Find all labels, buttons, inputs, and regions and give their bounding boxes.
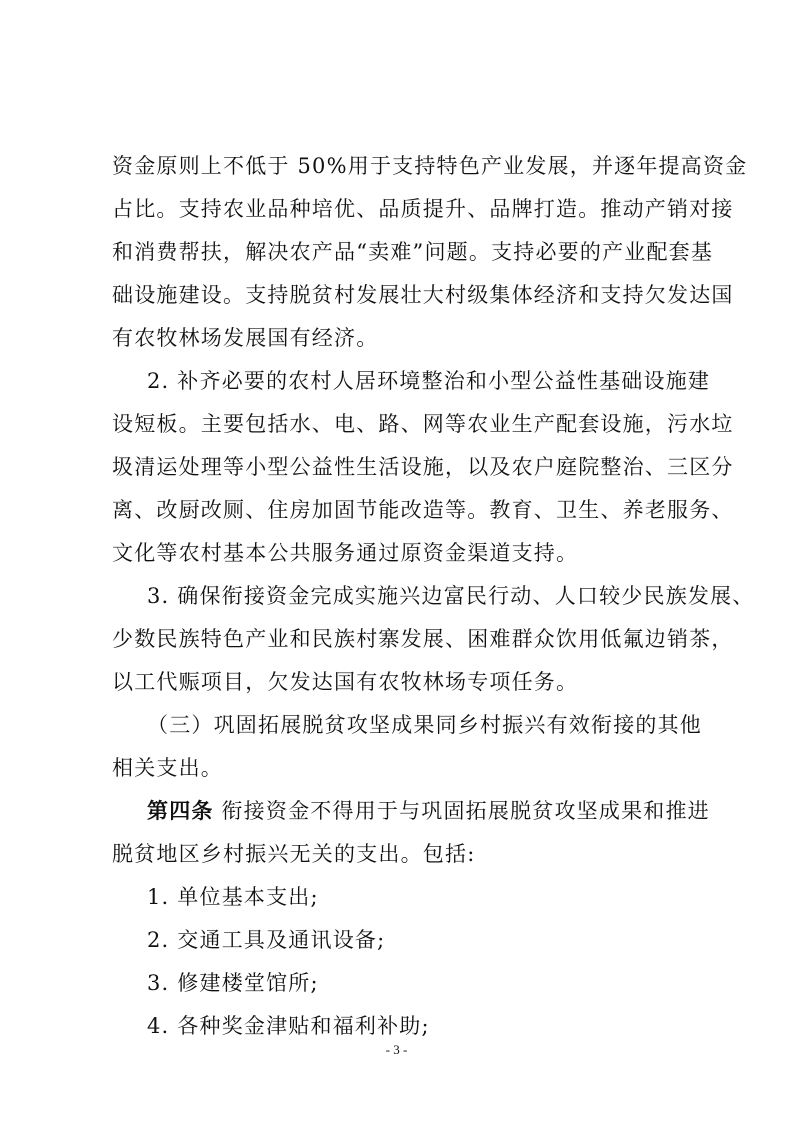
article-label: 第四条 [147,798,214,823]
list-item: 4. 各种奖金津贴和福利补助; [147,1014,430,1038]
list-item: 2. 交通工具及通讯设备; [147,928,386,952]
list-item: 1. 单位基本支出; [147,885,319,909]
text-line: 离、改厨改厕、住房加固节能改造等。教育、卫生、养老服务、 [112,498,734,522]
text-line: 文化等农村基本公共服务通过原资金渠道支持。 [112,541,579,565]
list-item: 3. 修建楼堂馆所; [147,971,319,995]
article-text: 衔接资金不得用于与巩固拓展脱贫攻坚成果和推进 [213,799,710,823]
text-line: 相关支出。 [112,756,223,780]
section-heading-line: （三）巩固拓展脱贫攻坚成果同乡村振兴有效衔接的其他 [147,713,702,737]
text-line: 圾清运处理等小型公益性生活设施，以及农户庭院整治、三区分 [112,455,734,479]
text-line: 3. 确保衔接资金完成实施兴边富民行动、人口较少民族发展、 [147,584,755,608]
text-line: 资金原则上不低于 50%用于支持特色产业发展，并逐年提高资金 [112,154,748,178]
text-line: 脱贫地区乡村振兴无关的支出。包括: [112,842,476,866]
article-line [0,791,793,831]
page-number: - 3 - [385,1042,408,1057]
text-line: 以工代赈项目，欠发达国有农牧林场专项任务。 [112,670,579,694]
text-line: 和消费帮扶，解决农产品“卖难”问题。支持必要的产业配套基 [112,240,714,264]
text-line: 础设施建设。支持脱贫村发展壮大村级集体经济和支持欠发达国 [112,283,734,307]
text-line: 2. 补齐必要的农村人居环境整治和小型公益性基础设施建 [147,369,711,393]
text-line: 占比。支持农业品种培优、品质提升、品牌打造。推动产销对接 [112,197,734,221]
text-line: 有农牧林场发展国有经济。 [112,326,379,350]
text-line: 少数民族特色产业和民族村寨发展、困难群众饮用低氟边销茶， [112,627,734,651]
text-line: 设短板。主要包括水、电、路、网等农业生产配套设施，污水垃 [112,412,734,436]
